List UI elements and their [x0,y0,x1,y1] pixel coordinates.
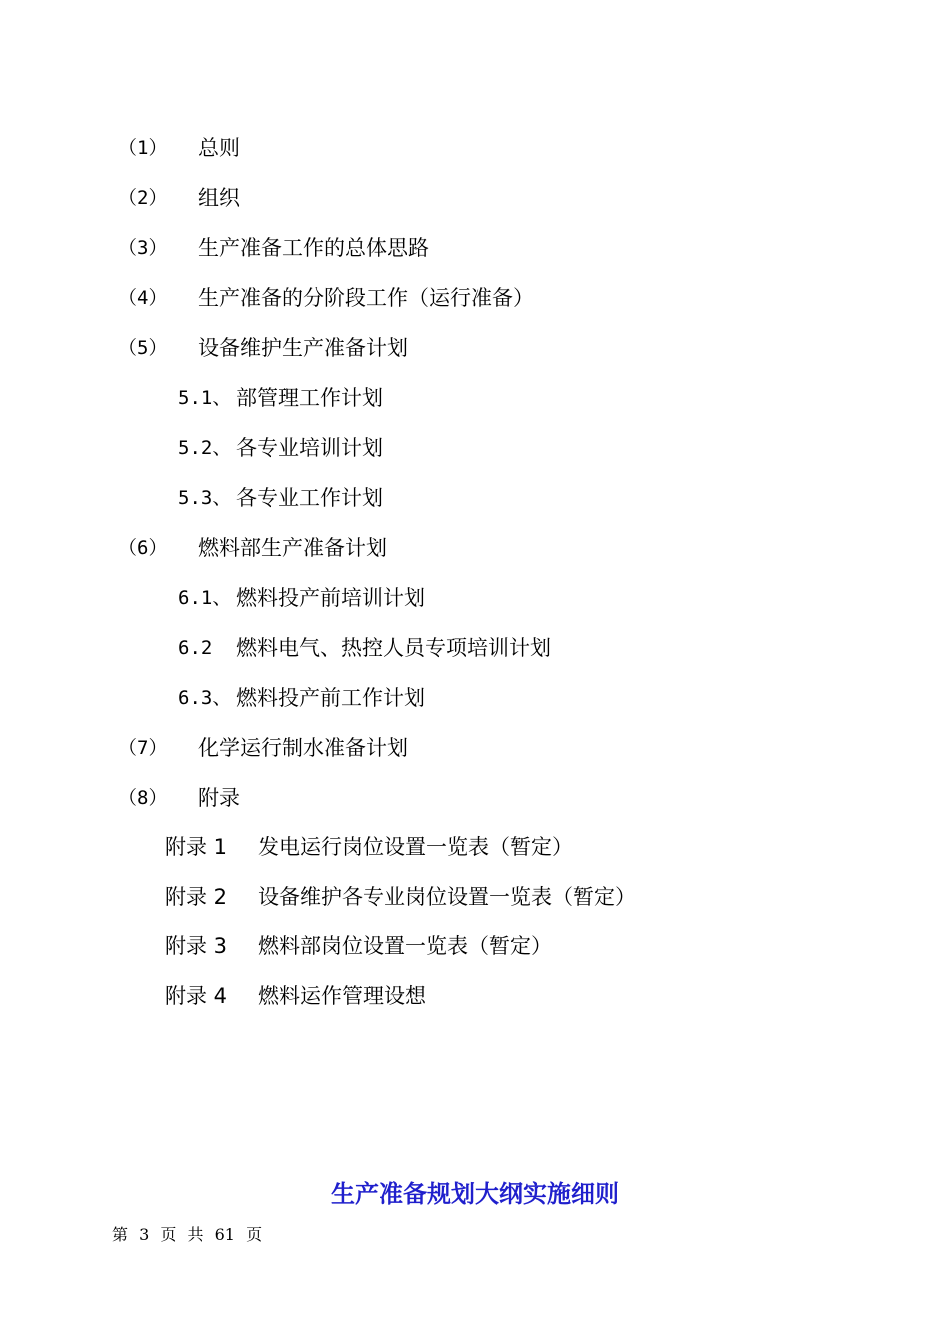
appendix-text: 燃料运作管理设想 [258,984,426,1008]
toc-text: 设备维护生产准备计划 [198,336,408,360]
total-pages: 61 [214,1225,235,1244]
toc-number: （1） [118,137,168,159]
footer-text: 页 [160,1225,177,1244]
footer-text: 共 [187,1225,204,1244]
toc-number: 5.2、 [178,437,232,459]
appendix-text: 燃料部岗位设置一览表（暂定） [258,934,552,958]
appendix-label: 附录 4 [165,984,228,1008]
toc-number: （7） [118,737,168,759]
toc-number: （6） [118,537,168,559]
appendix-text: 发电运行岗位设置一览表（暂定） [258,835,573,859]
toc-number: 5.1、 [178,387,232,409]
toc-number: 6.2 [178,637,213,659]
toc-number: 6.3、 [178,687,232,709]
toc-number: （5） [118,337,168,359]
toc-text: 化学运行制水准备计划 [198,736,408,760]
toc-text: 燃料部生产准备计划 [198,536,387,560]
toc-number: （4） [118,287,168,309]
footer-text: 第 [112,1225,129,1244]
toc-number: 6.1、 [178,587,232,609]
toc-text: 各专业培训计划 [236,436,383,460]
toc-number: 5.3、 [178,487,232,509]
footer-text: 页 [246,1225,263,1244]
toc-text: 燃料投产前工作计划 [236,686,425,710]
page-footer [112,1224,268,1246]
page-number: 3 [139,1225,150,1244]
appendix-label: 附录 3 [165,934,228,958]
toc-number: （8） [118,787,168,809]
toc-text: 部管理工作计划 [236,386,383,410]
toc-text: 组织 [198,186,240,210]
section-title: 生产准备规划大纲实施细则 [331,1180,619,1208]
toc-text: 燃料电气、热控人员专项培训计划 [236,636,551,660]
appendix-label: 附录 1 [165,835,228,859]
toc-text: 总则 [198,136,240,160]
toc-text: 燃料投产前培训计划 [236,586,425,610]
toc-text: 生产准备工作的总体思路 [198,236,429,260]
appendix-label: 附录 2 [165,885,228,909]
toc-number: （3） [118,237,168,259]
toc-number: （2） [118,187,168,209]
toc-text: 生产准备的分阶段工作（运行准备） [198,286,534,310]
appendix-text: 设备维护各专业岗位设置一览表（暂定） [258,885,636,909]
toc-text: 各专业工作计划 [236,486,383,510]
toc-text: 附录 [198,786,240,810]
